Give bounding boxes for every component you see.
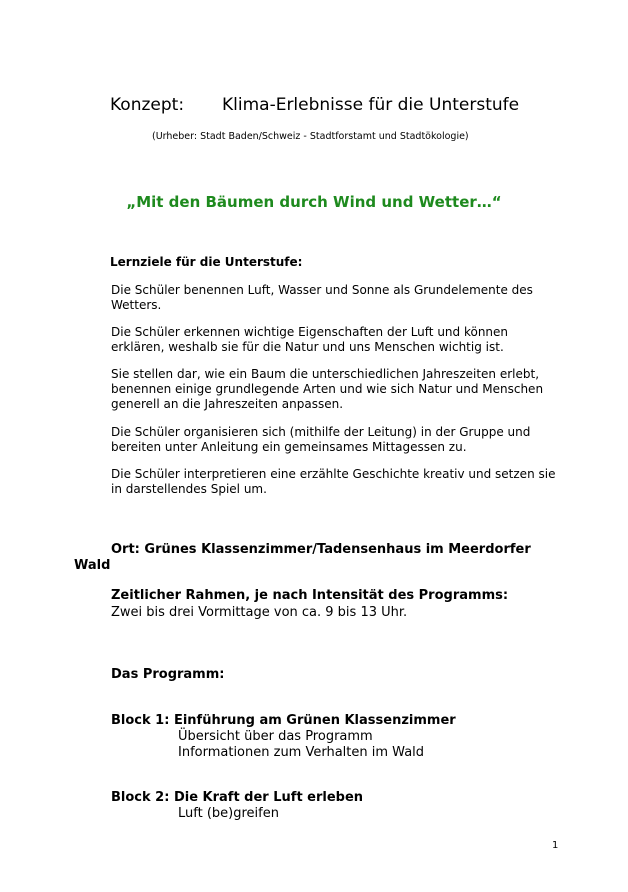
timeframe-text: Zwei bis drei Vormittage von ca. 9 bis 13 Uhr. bbox=[111, 605, 408, 620]
source-note: (Urheber: Stadt Baden/Schweiz - Stadtforstamt und Stadtökologie) bbox=[152, 131, 469, 142]
goal-paragraph: Die Schüler benennen Luft, Wasser und Sonne als Grundelemente des Wetters. bbox=[111, 283, 533, 312]
goal-paragraph: Sie stellen dar, wie ein Baum die unterschiedlichen Jahreszeiten erlebt, benennen einige grundlegende Arten und wie sich Natur und Menschen generell an die Jahreszeiten anpassen. bbox=[111, 367, 544, 411]
program-heading: Das Programm: bbox=[111, 667, 225, 682]
motto-heading: „Mit den Bäumen durch Wind und Wetter…“ bbox=[126, 193, 502, 211]
goal-paragraph: Die Schüler erkennen wichtige Eigenschaften der Luft und können erklären, weshalb sie für die Natur und uns Menschen wichtig ist. bbox=[111, 325, 509, 354]
block-2-title: Block 2: Die Kraft der Luft erleben bbox=[111, 790, 364, 805]
page-number: 1 bbox=[552, 840, 559, 851]
goal-paragraph: Die Schüler interpretieren eine erzählte Geschichte kreativ und setzen sie in darstellendes Spiel um. bbox=[111, 467, 556, 496]
goal-paragraph: Die Schüler organisieren sich (mithilfe der Leitung) in der Gruppe und bereiten unter Anleitung ein gemeinsames Mittagessen zu. bbox=[111, 425, 531, 454]
title-label: Konzept: bbox=[110, 95, 185, 115]
goals-heading: Lernziele für die Unterstufe: bbox=[110, 255, 303, 269]
block-1-item: Übersicht über das Programm bbox=[178, 729, 373, 744]
block-1-item: Informationen zum Verhalten im Wald bbox=[178, 745, 425, 760]
location-heading-continued: Wald bbox=[74, 558, 111, 573]
location-heading: Ort: Grünes Klassenzimmer/Tadensenhaus im Meerdorfer bbox=[111, 542, 531, 557]
timeframe-heading: Zeitlicher Rahmen, je nach Intensität des Programms: bbox=[111, 588, 509, 603]
block-1-title: Block 1: Einführung am Grünen Klassenzimmer bbox=[111, 713, 456, 728]
block-2-item: Luft (be)greifen bbox=[178, 806, 279, 821]
document-title: Klima-Erlebnisse für die Unterstufe bbox=[222, 95, 520, 115]
